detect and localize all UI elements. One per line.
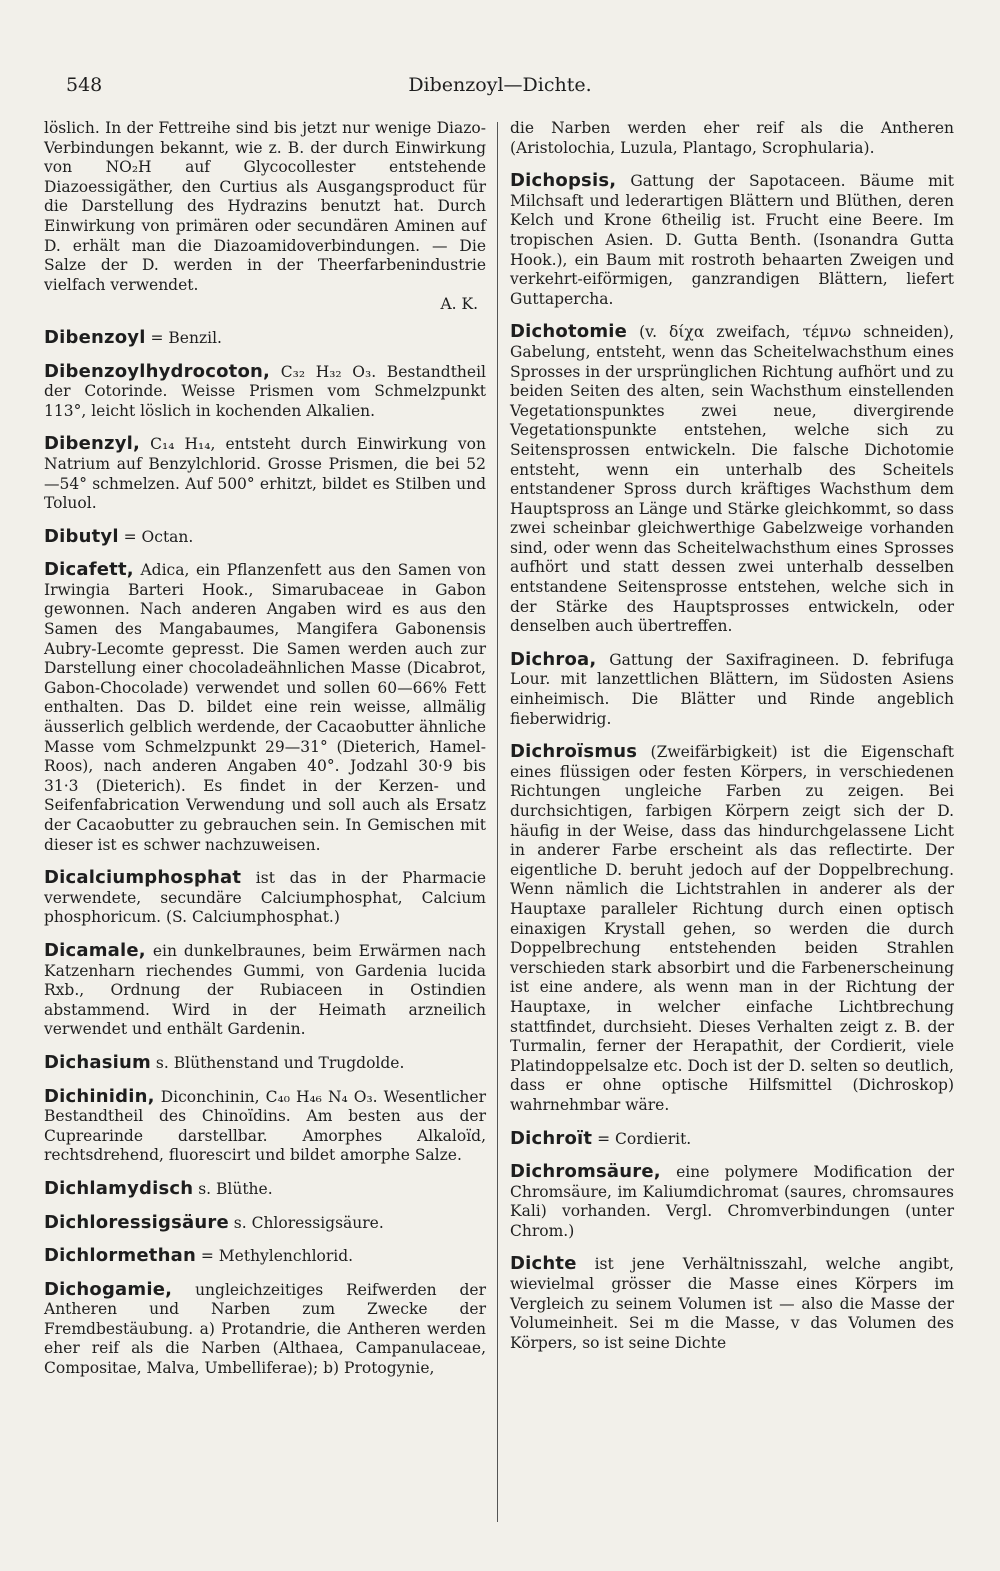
entry-headword: Dichotomie (510, 321, 628, 343)
page-number: 548 (66, 74, 103, 96)
dictionary-entry (44, 1246, 486, 1267)
entry-text: s. Blüthenstand und Trugdolde. (151, 1053, 405, 1072)
entry-text: = Octan. (118, 527, 194, 546)
left-entries (44, 328, 486, 1379)
continuation-text: die Narben werden eher reif als die Antheren (Aristolochia, Luzula, Plantago, Scrophularia). (510, 119, 954, 157)
dictionary-entry (44, 1087, 486, 1166)
dictionary-entry (510, 1162, 954, 1241)
page-header (60, 74, 940, 102)
entry-text: C₁₄ H₁₄, entsteht durch Einwirkung von Natrium auf Benzylchlorid. Grosse Prismen, die bei 52—54° schmelzen. Auf 500° erhitzt, bildet es Stilben und Toluol. (44, 435, 486, 513)
dictionary-entry (510, 1254, 954, 1353)
entry-text: s. Blüthe. (193, 1179, 273, 1198)
entry-headword: Dichroïsmus (510, 741, 638, 763)
entry-headword: Dicalciumphosphat (44, 867, 242, 889)
entry-headword: Dicafett, (44, 559, 134, 581)
dictionary-entry (44, 941, 486, 1040)
entry-text: = Cordierit. (592, 1129, 692, 1148)
dictionary-entry (44, 1213, 486, 1234)
entry-text: = Methylenchlorid. (195, 1247, 354, 1266)
entry-text: ist jene Verhältnisszahl, welche angibt, wievielmal grösser die Masse eines Körpers im Vergleich zu seinem Volumen ist — also die Masse der Volumeinheit. Sei m die Masse, v das Volumen des Körpers, so ist seine Dichte (510, 1255, 954, 1352)
dictionary-entry (510, 171, 954, 309)
entry-headword: Dibenzoylhydrocoton, (44, 360, 271, 382)
entry-text: s. Chloressigsäure. (228, 1213, 384, 1232)
entry-text: eine polymere Modification der Chromsäure, im Kaliumdichromat (saures, chromsaures Kali) vorhanden. Vergl. Chromverbindungen (unter Chrom.) (510, 1163, 954, 1240)
dictionary-entry (44, 868, 486, 928)
dictionary-entry (44, 1280, 486, 1379)
entry-headword: Dichogamie, (44, 1278, 173, 1300)
entry-headword: Dichinidin, (44, 1085, 155, 1107)
entry-text: (Zweifärbigkeit) ist die Eigenschaft eines flüssigen oder festen Körpers, in verschiedenen Richtungen ungleiche Farben zu zeigen. Bei durchsichtigen, farbigen Körpern zeigt sich der D. häufig in der Weise, dass das hindurchgelassene Licht in anderer Farbe erscheint als das reflectirte. Der eigentliche D. beruht jedoch auf der Doppelbrechung. Wenn nämlich die Lichtstrahlen in anderer als der Hauptaxe paralleler Richtung durch einen optisch einaxigen Krystall gehen, so werden die durch Doppelbrechung entstehenden beiden Strahlen verschieden stark absorbirt und die Farbenerscheinung ist eine andere, als wenn man in der Richtung der Hauptaxe, in welcher einfache Lichtbrechung stattfindet, durchsieht. Dieses Verhalten zeigt z. B. der Turmalin, ferner der Herapathit, der Cordierit, viele Platindoppelsalze etc. Doch ist der D. selten so deutlich, dass er ohne optische Hilfsmittel (Dichroskop) wahrnehmbar wäre. (510, 743, 954, 1114)
entry-text: ungleichzeitiges Reifwerden der Antheren und Narben zum Zwecke der Fremdbestäubung. a) Protandrie, die Antheren werden eher reif als die Narben (Althaea, Campanulaceae, Compositae, Malva, Umbelliferae); b) Protogynie, (44, 1280, 486, 1378)
left-column (44, 119, 486, 1392)
dictionary-entry (44, 1053, 486, 1074)
entry-headword: Dibutyl (44, 525, 119, 547)
running-title: Dibenzoyl—Dichte. (408, 74, 592, 96)
dictionary-entry (44, 434, 486, 513)
entry-headword: Dichloressigsäure (44, 1211, 229, 1233)
entry-text: Gattung der Sapotaceen. Bäume mit Milchsaft und lederartigen Blättern und Blüthen, deren Kelch und Krone 6theilig ist. Frucht eine Beere. Im tropischen Asien. D. Gutta Benth. (Isonandra Gutta Hook.), ein Baum mit rostroth behaarten Zweigen und verkehrt-eiförmigen, ganzrandigen Blättern, liefert Guttapercha. (510, 172, 954, 308)
entry-headword: Dichroït (510, 1127, 593, 1149)
entry-text: C₃₂ H₃₂ O₃. Bestandtheil der Cotorinde. Weisse Prismen vom Schmelzpunkt 113°, leicht löslich in kochenden Alkalien. (44, 362, 486, 420)
continuation-text: löslich. In der Fettreihe sind bis jetzt nur wenige Diazo-Verbindungen bekannt, wie z. B. der durch Einwirkung von NO₂H auf Glycocollester entstehende Diazoessigäther, den Curtius als Ausgangsproduct für die Darstellung des Hydrazins benutzt hat. Durch Einwirkung von primären oder secundären Aminen auf D. erhält man die Diazoamidoverbindungen. — Die Salze der D. werden in der Theerfarbenindustrie vielfach verwendet. A. K. (44, 119, 486, 314)
dictionary-entry (44, 362, 486, 422)
entry-headword: Dichte (510, 1253, 577, 1275)
entry-headword: Dibenzoyl (44, 326, 146, 348)
entry-headword: Dichlormethan (44, 1245, 196, 1267)
entry-headword: Dichlamydisch (44, 1177, 194, 1199)
entry-text: ist das in der Pharmacie verwendete, secundäre Calciumphosphat, Calcium phosphoricum. (S. Calciumphosphat.) (44, 869, 486, 927)
right-entries (510, 171, 954, 1353)
author-signature: A. K. (440, 295, 478, 314)
entry-headword: Dichroa, (510, 648, 597, 670)
dictionary-entry (510, 650, 954, 729)
dictionary-entry (510, 742, 954, 1115)
dictionary-entry (510, 1129, 954, 1150)
entry-headword: Dicamale, (44, 939, 146, 961)
entry-headword: Dibenzyl, (44, 433, 141, 455)
dictionary-entry (44, 328, 486, 349)
right-column (510, 119, 954, 1366)
entry-text: Diconchinin, C₄₀ H₄₆ N₄ O₃. Wesentlicher Bestandtheil des Chinoïdins. Am besten aus der Cuprearinde darstellbar. Amorphes Alkaloïd, rechtsdrehend, fluorescirt und bildet amorphe Salze. (44, 1087, 486, 1165)
dictionary-entry (510, 322, 954, 637)
dictionary-entry (44, 527, 486, 548)
entry-text: Gattung der Saxifragineen. D. febrifuga Lour. mit lanzettlichen Blättern, im Südosten Asiens einheimisch. Die Blätter und Rinde angeblich fieberwidrig. (510, 650, 954, 728)
entry-headword: Dichromsäure, (510, 1161, 661, 1183)
entry-headword: Dichopsis, (510, 170, 617, 192)
entry-text: Adica, ein Pflanzenfett aus den Samen von Irwingia Barteri Hook., Simarubaceae in Gabon gewonnen. Nach anderen Angaben wird es aus den Samen des Mangabaumes, Mangifera Gabonensis Aubry-Lecomte gepresst. Die Samen werden auch zur Darstellung einer chocoladeähnlichen Masse (Dicabrot, Gabon-Chocolade) verwendet und sollen 60—66% Fett enthalten. Das D. bildet eine rein weisse, allmälig äusserlich gelblich werdende, der Cacaobutter ähnliche Masse vom Schmelzpunkt 29—31° (Dieterich, Hamel-Roos), nach anderen Angaben 40°. Jodzahl 30·9 bis 31·3 (Dieterich). Es findet in der Kerzen- und Seifenfabrication Verwendung und soll auch als Ersatz der Cacaobutter zu gebrauchen sein. In Gemischen mit dieser ist es schwer nachzuweisen. (44, 561, 486, 854)
entry-headword: Dichasium (44, 1051, 151, 1073)
entry-text: (v. δίχα zweifach, τέμνω schneiden), Gabelung, entsteht, wenn das Scheitelwachsthum eines Sprosses in der ursprünglichen Richtung aufhört und zu beiden Seiten des alten, sein Wachsthum einstellenden Vegetationspunktes zwei neue, divergirende Vegetationspunkte entstehen, welche sich zu Seitensprossen entwickeln. Die falsche Dichotomie entsteht, wenn ein unterhalb des Scheitels entstandener Spross durch kräftiges Wachsthum dem Hauptspross an Länge und Stärke gleichkommt, so dass zwei scheinbar gleichwerthige Gabelzweige vorhanden sind, oder wenn das Scheitelwachsthum eines Sprosses aufhört und statt dessen zwei unterhalb desselben entstandene Seitensprosse entstehen, welche sich in der Stärke des Hauptsprosses entwickeln, oder denselben auch übertreffen. (510, 323, 954, 636)
dictionary-entry (44, 560, 486, 855)
entry-text: = Benzil. (145, 328, 222, 347)
entry-text: ein dunkelbraunes, beim Erwärmen nach Katzenharn riechendes Gummi, von Gardenia lucida Rxb., Ordnung der Rubiaceen in Ostindien abstammend. Wird in der Heimath arzneilich verwendet und enthält Gardenin. (44, 941, 486, 1039)
column-divider (497, 122, 498, 1522)
dictionary-entry (44, 1179, 486, 1200)
